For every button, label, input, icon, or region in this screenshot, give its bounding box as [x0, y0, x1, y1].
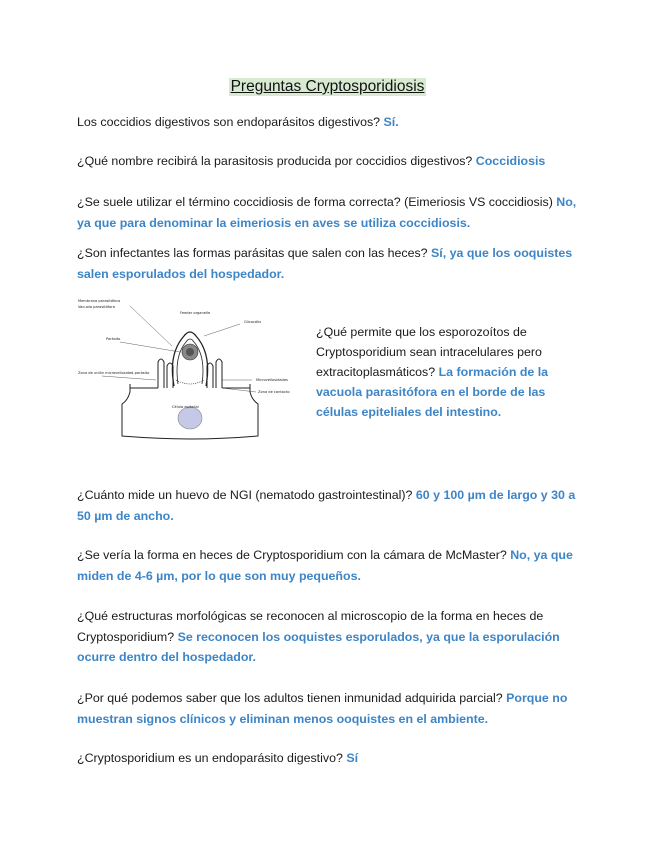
microvillus-left-1 — [158, 359, 164, 388]
question-1: Los coccidios digestivos son endoparásitos digestivos? — [77, 115, 381, 129]
qa-item-10 — [77, 748, 577, 769]
answer-8: Se reconocen los ooquistes esporulados, ya que la esporulación ocurre dentro del hospedador. — [77, 629, 560, 664]
label-feeder: Feeder organelle — [180, 311, 211, 315]
answer-1: Sí. — [383, 115, 399, 129]
host-nucleus — [178, 407, 202, 429]
label-glycocalyx: Glicocálix — [244, 320, 262, 324]
label-membranes: Membrana parasitófora — [78, 299, 121, 303]
answer-4: Sí, ya que los ooquistes salen esporulados del hospedador. — [77, 246, 573, 281]
question-9: ¿Por qué podemos saber que los adultos tienen inmunidad adquirida parcial? — [77, 691, 503, 705]
qa-item-2 — [77, 151, 577, 172]
label-junction: Zona de unión microvellosidad-parásito — [78, 371, 150, 375]
answer-5: La formación de la vacuola parasitófora en el borde de las células epiteliales del intestino. — [316, 365, 549, 419]
answer-9: Porque no muestran signos clínicos y eliminan menos ooquistes en el ambiente. — [77, 691, 568, 726]
label-vacuole: Vacuola parasitófora — [78, 305, 115, 309]
question-3: ¿Se suele utilizar el término coccidiosis de forma correcta? (Eimeriosis VS coccidiosis) — [77, 195, 553, 209]
label-microvilli: Microvellosidades — [256, 378, 288, 382]
qa-item-6 — [77, 485, 577, 526]
qa-item-5 — [316, 322, 566, 422]
qa-item-1 — [77, 112, 577, 133]
answer-7: No, ya que miden de 4-6 µm, por lo que son muy pequeños. — [77, 548, 573, 583]
question-8: ¿Qué estructuras morfológicas se reconocen al microscopio de la forma en heces de Cryptosporidium? — [77, 609, 544, 644]
microvillus-right-2 — [216, 359, 222, 388]
leader-glycocalyx — [204, 324, 240, 336]
question-7: ¿Se vería la forma en heces de Cryptosporidium con la cámara de McMaster? — [77, 548, 507, 562]
leader-membranes — [130, 306, 172, 346]
label-host-cell: Célula epitelial — [172, 405, 199, 409]
leader-junction — [102, 376, 156, 380]
answer-2: Coccidiosis — [475, 154, 546, 168]
question-5: ¿Qué permite que los esporozoítos de Cryptosporidium sean intracelulares pero extracitoplasmáticos? — [316, 325, 542, 379]
qa-item-7 — [77, 545, 577, 586]
leader-dense-zone — [222, 388, 256, 392]
question-2: ¿Qué nombre recibirá la parasitosis producida por coccidios digestivos? — [77, 154, 473, 168]
parasite-core — [186, 348, 194, 356]
qa-item-3 — [77, 192, 577, 233]
label-parasite: Parásito — [106, 337, 121, 341]
answer-6: 60 y 100 µm de largo y 30 a 50 µm de ancho. — [77, 488, 576, 523]
cryptosporidium-diagram — [72, 296, 308, 444]
label-dense-zone: Zona de contacto — [258, 390, 290, 394]
qa-item-4 — [77, 243, 577, 284]
page-title: Preguntas Cryptosporidiosis — [230, 78, 425, 95]
answer-3: No, ya que para denominar la eimeriosis en aves se utiliza coccidiosis. — [77, 195, 577, 230]
feeder-zone — [176, 380, 204, 384]
question-10: ¿Cryptosporidium es un endoparásito digestivo? — [77, 751, 343, 765]
qa-item-8 — [77, 606, 577, 668]
leader-parasite — [120, 342, 180, 352]
answer-10: Sí — [346, 751, 359, 765]
question-6: ¿Cuánto mide un huevo de NGI (nematodo gastrointestinal)? — [77, 488, 413, 502]
title-wrap — [0, 78, 655, 96]
qa-item-9 — [77, 688, 577, 729]
question-4: ¿Son infectantes las formas parásitas que salen con las heces? — [77, 246, 428, 260]
